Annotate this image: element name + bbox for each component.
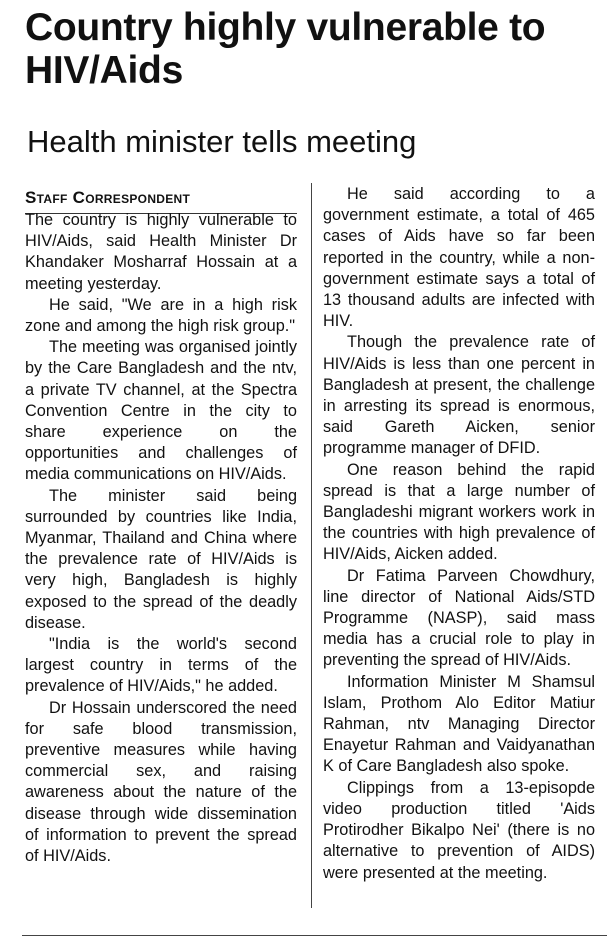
paragraph: Though the prevalence rate of HIV/Aids is less than one percent in Bangladesh at present, the challenge in arresting its spread is enormous, said Gareth Aicken, senior programme manager of DFID.	[323, 333, 595, 458]
paragraph: "India is the world's second largest country in terms of the prevalence of HIV/Aids," he added.	[25, 635, 297, 696]
subheadline: Health minister tells meeting	[27, 124, 417, 159]
paragraph: Dr Fatima Parveen Chowdhury, line director of National Aids/STD Programme (NASP), said mass media has a crucial role to play in preventing the spread of HIV/Aids.	[323, 566, 595, 670]
byline-text: Staff Correspondent	[25, 188, 191, 207]
bottom-rule	[22, 935, 607, 936]
paragraph: Information Minister M Shamsul Islam, Prothom Alo Editor Matiur Rahman, ntv Managing Director Enayetur Rahman and Vaidyanathan K of Care Bangladesh also spoke.	[323, 672, 595, 776]
paragraph: The minister said being surrounded by countries like India, Myanmar, Thailand and China where the prevalence rate of HIV/Aids is very high, Bangladesh is highly exposed to the spread of the deadly disease.	[25, 486, 297, 632]
paragraph: Dr Hossain underscored the need for safe blood transmission, preventive measures while having commercial sex, and raising awareness about the nature of the disease through wide dissemination of information to prevent the spread of HIV/Aids.	[25, 698, 297, 866]
paragraph: He said according to a government estimate, a total of 465 cases of Aids have so far been reported in the country, while a non-government estimate says a total of 13 thousand adults are infected with HIV.	[323, 185, 595, 331]
paragraph: He said, "We are in a high risk zone and among the high risk group."	[25, 295, 297, 336]
column-divider	[311, 183, 312, 908]
paragraph: Clippings from a 13-episopde video production titled 'Aids Protirodher Bikalpo Nei' (there is no alternative to prevention of AIDS) were presented at the meeting.	[323, 778, 595, 882]
headline: Country highly vulnerable to HIV/Aids	[25, 6, 546, 92]
paragraph: The meeting was organised jointly by the Care Bangladesh and the ntv, a private TV channel, at the Spectra Convention Centre in the city to share experience on the opportunities and challenges of media communications on HIV/Aids.	[25, 338, 297, 484]
paragraph: The country is highly vulnerable to HIV/Aids, said Health Minister Dr Khandaker Mosharraf Hossain at a meeting yesterday.	[25, 211, 297, 293]
paragraph: One reason behind the rapid spread is that a large number of Bangladeshi migrant workers work in the countries with high prevalence of HIV/Aids, Aicken added.	[323, 460, 595, 564]
article-column-1	[25, 210, 297, 867]
article-column-2	[323, 184, 595, 884]
